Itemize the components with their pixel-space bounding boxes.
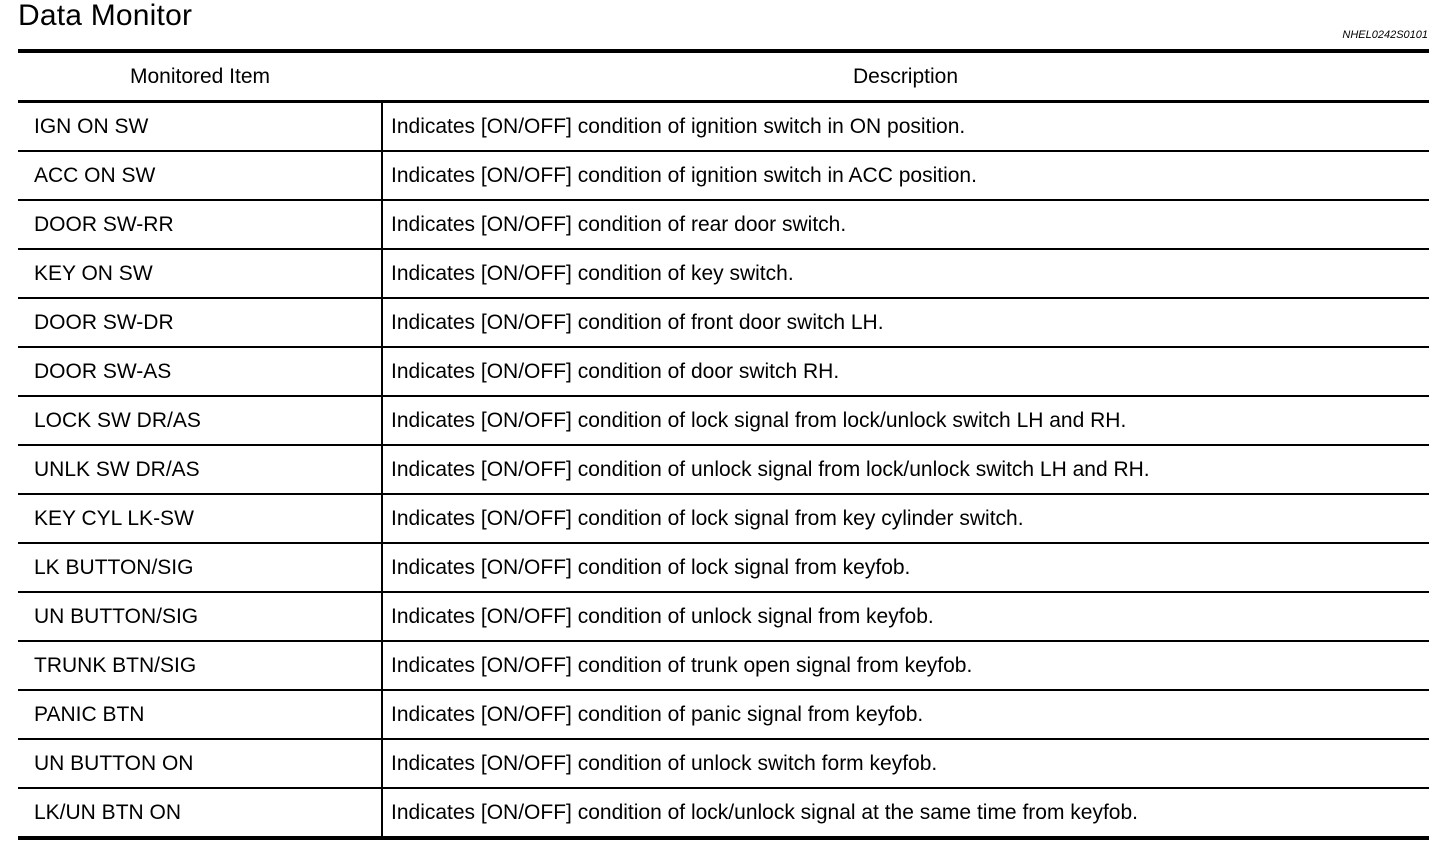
data-monitor-table xyxy=(18,49,1429,840)
description-cell: Indicates [ON/OFF] condition of lock signal from lock/unlock switch LH and RH. xyxy=(382,396,1429,445)
table-row xyxy=(18,739,1429,788)
table-row xyxy=(18,102,1429,152)
table-row xyxy=(18,641,1429,690)
table-row xyxy=(18,788,1429,838)
description-cell: Indicates [ON/OFF] condition of key switch. xyxy=(382,249,1429,298)
monitored-item-cell: UN BUTTON/SIG xyxy=(18,592,382,641)
description-cell: Indicates [ON/OFF] condition of unlock switch form keyfob. xyxy=(382,739,1429,788)
monitored-item-cell: DOOR SW-RR xyxy=(18,200,382,249)
document-code: NHEL0242S0101 xyxy=(1342,29,1428,41)
table-header-row xyxy=(18,51,1429,102)
description-cell: Indicates [ON/OFF] condition of ignition switch in ON position. xyxy=(382,102,1429,152)
description-cell: Indicates [ON/OFF] condition of rear door switch. xyxy=(382,200,1429,249)
description-cell: Indicates [ON/OFF] condition of lock signal from keyfob. xyxy=(382,543,1429,592)
monitored-item-cell: LOCK SW DR/AS xyxy=(18,396,382,445)
monitored-item-cell: KEY ON SW xyxy=(18,249,382,298)
monitored-item-cell: UNLK SW DR/AS xyxy=(18,445,382,494)
description-cell: Indicates [ON/OFF] condition of ignition switch in ACC position. xyxy=(382,151,1429,200)
table-row xyxy=(18,445,1429,494)
monitored-item-cell: ACC ON SW xyxy=(18,151,382,200)
monitored-item-cell: DOOR SW-DR xyxy=(18,298,382,347)
description-cell: Indicates [ON/OFF] condition of front door switch LH. xyxy=(382,298,1429,347)
header-description: Description xyxy=(382,51,1429,102)
description-cell: Indicates [ON/OFF] condition of lock/unlock signal at the same time from keyfob. xyxy=(391,800,1138,824)
table-row xyxy=(18,200,1429,249)
description-cell: Indicates [ON/OFF] condition of panic signal from keyfob. xyxy=(382,690,1429,739)
table-row xyxy=(18,151,1429,200)
table-row xyxy=(18,592,1429,641)
monitored-item-cell: IGN ON SW xyxy=(18,102,382,152)
table-row xyxy=(18,494,1429,543)
table-row xyxy=(18,543,1429,592)
monitored-item-cell: UN BUTTON ON xyxy=(18,739,382,788)
description-cell: Indicates [ON/OFF] condition of lock signal from key cylinder switch. xyxy=(382,494,1429,543)
table-row xyxy=(18,690,1429,739)
description-cell: Indicates [ON/OFF] condition of unlock signal from lock/unlock switch LH and RH. xyxy=(382,445,1429,494)
page-title: Data Monitor xyxy=(18,0,193,32)
monitored-item-cell: DOOR SW-AS xyxy=(18,347,382,396)
monitored-item-cell: LK/UN BTN ON xyxy=(18,788,382,838)
monitored-item-cell: TRUNK BTN/SIG xyxy=(18,641,382,690)
monitored-item-cell: PANIC BTN xyxy=(18,690,382,739)
description-cell: Indicates [ON/OFF] condition of door switch RH. xyxy=(382,347,1429,396)
monitored-item-cell: KEY CYL LK-SW xyxy=(18,494,382,543)
table-row xyxy=(18,347,1429,396)
monitored-item-cell: LK BUTTON/SIG xyxy=(18,543,382,592)
header-monitored-item: Monitored Item xyxy=(18,51,382,102)
table-row xyxy=(18,298,1429,347)
table-row xyxy=(18,249,1429,298)
table-row xyxy=(18,396,1429,445)
description-cell: Indicates [ON/OFF] condition of trunk open signal from keyfob. xyxy=(382,641,1429,690)
description-cell: Indicates [ON/OFF] condition of unlock signal from keyfob. xyxy=(382,592,1429,641)
